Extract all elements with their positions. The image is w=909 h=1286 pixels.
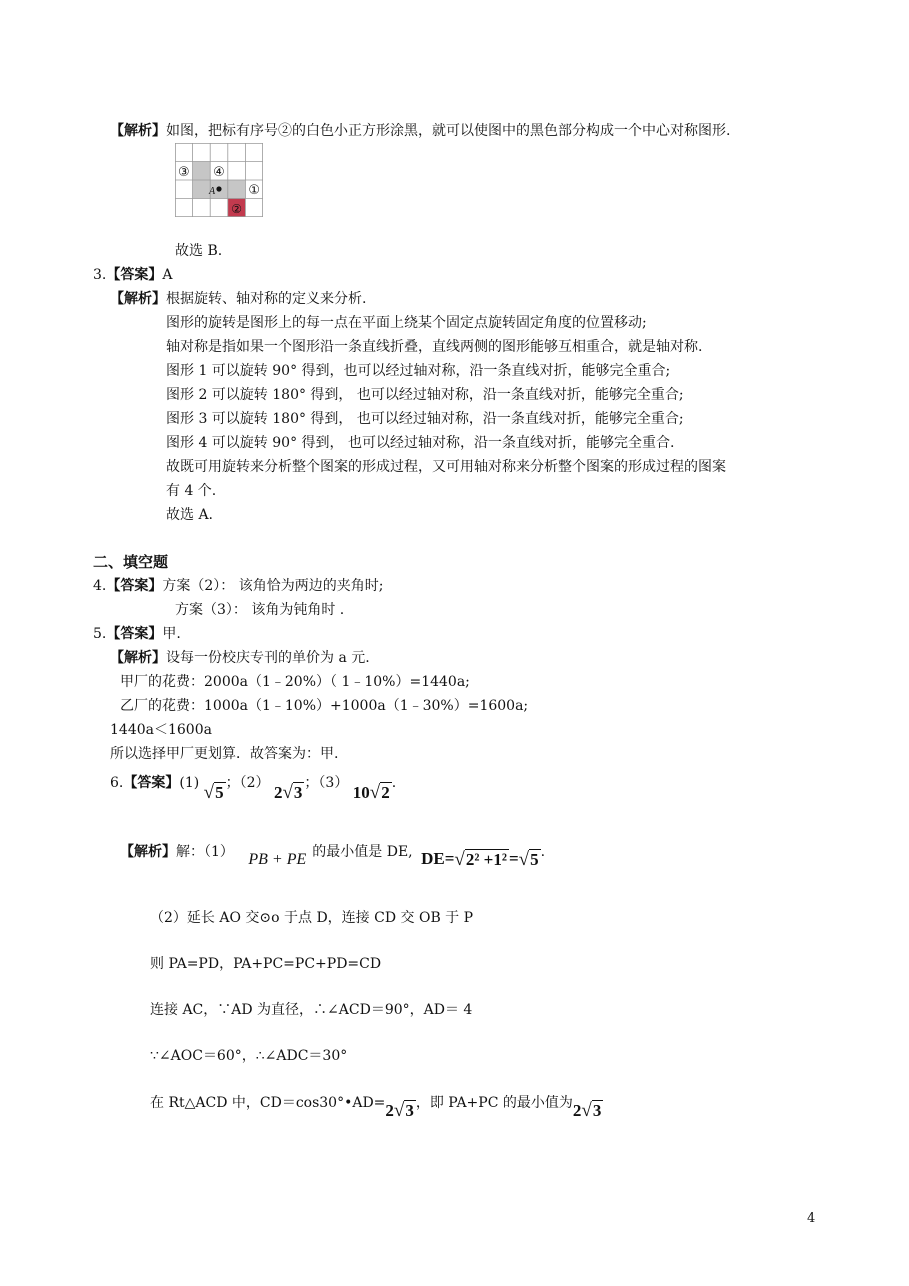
- q3-line: 图形 4 可以旋转 90° 得到， 也可以经过轴对称，沿一条直线对折，能够完全重合.: [166, 435, 675, 451]
- gray-cell: [193, 180, 211, 199]
- sqrt-symbol: √: [518, 849, 530, 871]
- gray-cell: [228, 180, 246, 199]
- analysis-label: 【解析】: [110, 650, 166, 666]
- answer-label: 【答案】: [123, 775, 180, 791]
- sqrt5-expr: [204, 780, 226, 806]
- q5-num: 5.: [93, 626, 107, 642]
- q6-ans-end: .: [391, 775, 397, 791]
- q3-line: 故既可用旋转来分析整个图案的形成过程，又可用轴对称来分析整个图案的形成过程的图案: [166, 459, 726, 475]
- q6-sol-mid: 的最小值是 DE,: [312, 844, 413, 860]
- q6-ans-p3: ；（3）: [304, 775, 349, 791]
- center-dot: [216, 186, 221, 191]
- coef: 2: [572, 1101, 582, 1120]
- sqrt-symbol: √: [393, 1100, 405, 1121]
- q6-sol1-line: [120, 838, 546, 871]
- q6-line: ∵∠AOC＝60°，∴∠ADC＝30°: [150, 1048, 348, 1064]
- de-label: DE=: [421, 849, 455, 868]
- mark-3: ③: [177, 165, 190, 180]
- sqrt-symbol: √: [369, 782, 381, 803]
- de-expr: [421, 849, 541, 871]
- radicand: 2: [381, 783, 390, 802]
- q4-line1: 方案（2）： 该角恰为两边的夹角时;: [162, 578, 384, 594]
- two-sqrt3-expr: [573, 1098, 603, 1124]
- q5-answer-line: [93, 624, 181, 644]
- sqrt-symbol: √: [454, 849, 465, 871]
- q6-last-mid: ，即 PA+PC 的最小值为: [415, 1095, 573, 1111]
- q6-last-line: [150, 1090, 603, 1121]
- section-title: 二、填空题: [93, 553, 169, 571]
- coef: 2: [385, 1101, 394, 1120]
- q3-answer-line: [93, 265, 172, 285]
- coef: 10: [352, 783, 370, 802]
- de-end: .: [540, 844, 546, 860]
- q6-line: （2）延长 AO 交⊙o 于点 D，连接 CD 交 OB 于 P: [150, 910, 474, 926]
- q4-num: 4.: [93, 578, 107, 594]
- q6-num: 6.: [110, 775, 124, 791]
- q3-line: 图形 3 可以旋转 180° 得到， 也可以经过轴对称，沿一条直线对折，能够完全重合;: [166, 411, 684, 427]
- radicand: 5: [530, 850, 539, 870]
- analysis-label: 【解析】: [110, 291, 166, 307]
- q5-line: 所以选择甲厂更划算．故答案为：甲.: [110, 746, 339, 762]
- q3-answer: A: [162, 267, 173, 283]
- de-eq: =: [508, 849, 519, 868]
- answer-label: 【答案】: [106, 626, 163, 642]
- q3-analysis-line: [110, 289, 366, 309]
- analysis-label: 【解析】: [110, 123, 166, 139]
- sqrt-symbol: √: [282, 782, 293, 803]
- q6-ans-p1: (1): [179, 775, 200, 791]
- center-label: A: [209, 186, 216, 197]
- q6-sol-prefix: 解：（1）: [176, 844, 234, 860]
- coef: 2: [273, 783, 283, 802]
- two-sqrt3-expr: [385, 1098, 415, 1124]
- radicand: 2² +1²: [465, 850, 507, 870]
- q6-line: 则 PA=PD，PA+PC=PC+PD=CD: [150, 956, 382, 972]
- q3-analysis-intro: 根据旋转、轴对称的定义来分析.: [166, 291, 367, 307]
- q3-line: 图形 1 可以旋转 90° 得到，也可以经过轴对称，沿一条直线对折，能够完全重合;: [166, 363, 671, 379]
- q5-line: 乙厂的花费：1000a（1﹣10%）+1000a（1﹣30%）=1600a;: [120, 698, 529, 714]
- sqrt-symbol: √: [581, 1100, 592, 1121]
- q3-line: 有 4 个.: [166, 483, 217, 499]
- page-number: 4: [807, 1211, 816, 1226]
- q5-analysis-line: [110, 648, 370, 668]
- radicand: 3: [405, 1101, 414, 1120]
- q6-line: 连接 AC，∵AD 为直径，∴∠ACD＝90°，AD＝ 4: [150, 1002, 473, 1018]
- q5-line: 甲厂的花费：2000a（1﹣20%）（ 1﹣10%）=1440a;: [120, 674, 470, 690]
- q2-analysis-text: 如图，把标有序号②的白色小正方形涂黑，就可以使图中的黑色部分构成一个中心对称图形.: [166, 123, 731, 139]
- q6-last-prefix: 在 Rt△ACD 中，CD＝cos30°•AD=: [150, 1095, 386, 1111]
- mark-2: ②: [231, 202, 242, 216]
- answer-label: 【答案】: [106, 267, 163, 283]
- gray-cell: [193, 162, 211, 181]
- q2-analysis-line: [110, 121, 730, 141]
- q3-line: 故选 A.: [166, 507, 214, 523]
- q3-line: 轴对称是指如果一个图形沿一条直线折叠，直线两侧的图形能够互相重合，就是轴对称.: [166, 339, 703, 355]
- two-sqrt3-expr: [274, 780, 304, 806]
- q3-line: 图形 2 可以旋转 180° 得到， 也可以经过轴对称，沿一条直线对折，能够完全重合;: [166, 387, 684, 403]
- radicand: 5: [215, 783, 224, 802]
- q6-answer-line: [110, 770, 397, 803]
- q3-line: 图形的旋转是图形上的每一点在平面上绕某个固定点旋转固定角度的位置移动;: [166, 315, 647, 331]
- mark-4: ④: [213, 165, 225, 180]
- q3-num: 3.: [93, 267, 107, 283]
- q4-line: [93, 576, 383, 596]
- sqrt-symbol: √: [203, 782, 215, 803]
- mark-1: ①: [248, 183, 261, 198]
- q2-grid-figure: [175, 143, 263, 217]
- q5-answer: 甲.: [162, 626, 181, 642]
- q6-ans-p2: ；（2）: [225, 775, 270, 791]
- q2-conclusion: 故选 B.: [175, 243, 223, 259]
- analysis-label: 【解析】: [120, 844, 176, 860]
- q4-line2: 方案（3）： 该角为钝角时 .: [175, 602, 345, 618]
- q5-line: 1440a＜1600a: [110, 722, 212, 738]
- answer-label: 【答案】: [106, 578, 163, 594]
- pb-pe-expr: PB + PE: [248, 851, 307, 868]
- q5-analysis-intro: 设每一份校庆专刊的单价为 a 元.: [166, 650, 370, 666]
- radicand: 3: [592, 1101, 602, 1120]
- radicand: 3: [293, 783, 303, 802]
- ten-sqrt2-expr: [353, 780, 392, 806]
- grid-lines: [175, 143, 263, 217]
